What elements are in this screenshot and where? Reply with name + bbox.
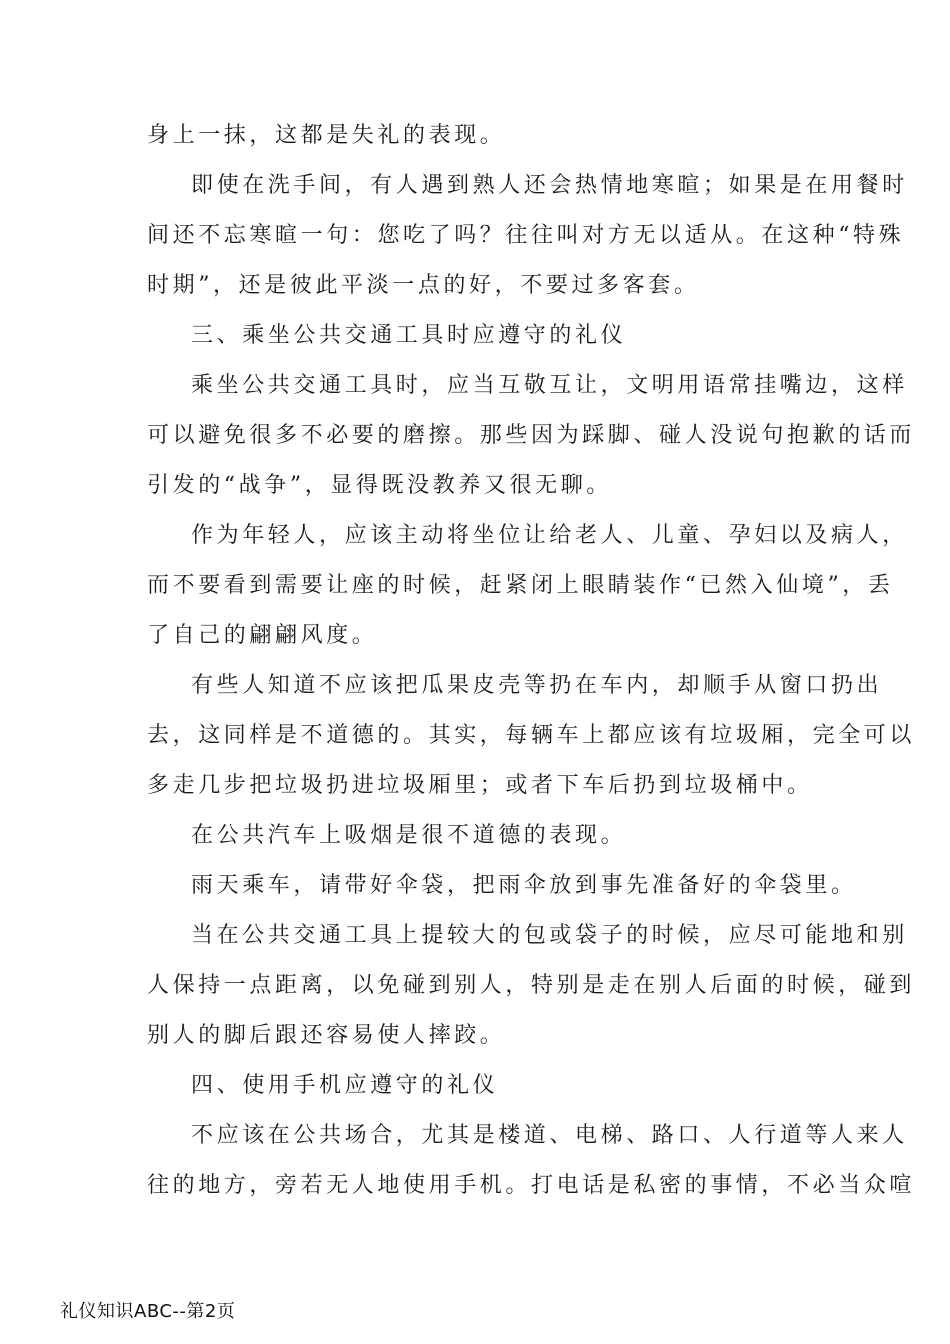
section-heading: 四、使用手机应遵守的礼仪 (191, 1073, 499, 1098)
body-line: 即使在洗手间，有人遇到熟人还会热情地寒暄；如果是在用餐时 (191, 173, 908, 198)
body-line: 身上一抹，这都是失礼的表现。 (147, 123, 506, 148)
body-line: 去，这同样是不道德的。其实，每辆车上都应该有垃圾厢，完全可以 (147, 723, 916, 748)
section-heading: 三、乘坐公共交通工具时应遵守的礼仪 (191, 323, 627, 348)
body-line: 当在公共交通工具上提较大的包或袋子的时候，应尽可能地和别 (191, 923, 908, 948)
body-line: 而不要看到需要让座的时候，赶紧闭上眼睛装作“已然入仙境”，丢 (147, 573, 894, 598)
body-line: 作为年轻人，应该主动将坐位让给老人、儿童、孕妇以及病人， (191, 523, 908, 548)
body-line: 可以避免很多不必要的磨擦。那些因为踩脚、碰人没说句抱歉的话而 (147, 423, 916, 448)
body-line: 引发的“战争”，显得既没教养又很无聊。 (147, 473, 612, 498)
body-line: 间还不忘寒暄一句：您吃了吗？往往叫对方无以适从。在这种“特殊 (147, 223, 905, 248)
body-line: 乘坐公共交通工具时，应当互敬互让，文明用语常挂嘴边，这样 (191, 373, 908, 398)
body-line: 在公共汽车上吸烟是很不道德的表现。 (191, 823, 627, 848)
body-line: 多走几步把垃圾扔进垃圾厢里；或者下车后扔到垃圾桶中。 (147, 773, 813, 798)
body-line: 不应该在公共场合，尤其是楼道、电梯、路口、人行道等人来人 (191, 1123, 908, 1148)
body-line: 有些人知道不应该把瓜果皮壳等扔在车内，却顺手从窗口扔出 (191, 673, 883, 698)
body-line: 雨天乘车，请带好伞袋，把雨伞放到事先准备好的伞袋里。 (191, 873, 857, 898)
body-line: 时期”，还是彼此平淡一点的好，不要过多客套。 (147, 273, 700, 298)
body-line: 别人的脚后跟还容易使人摔跤。 (147, 1023, 506, 1048)
body-line: 人保持一点距离，以免碰到别人，特别是走在别人后面的时候，碰到 (147, 973, 916, 998)
body-line: 了自己的翩翩风度。 (147, 623, 378, 648)
page-footer: 礼仪知识ABC--第2页 (60, 1301, 236, 1322)
body-line: 往的地方，旁若无人地使用手机。打电话是私密的事情，不必当众喧 (147, 1173, 916, 1198)
